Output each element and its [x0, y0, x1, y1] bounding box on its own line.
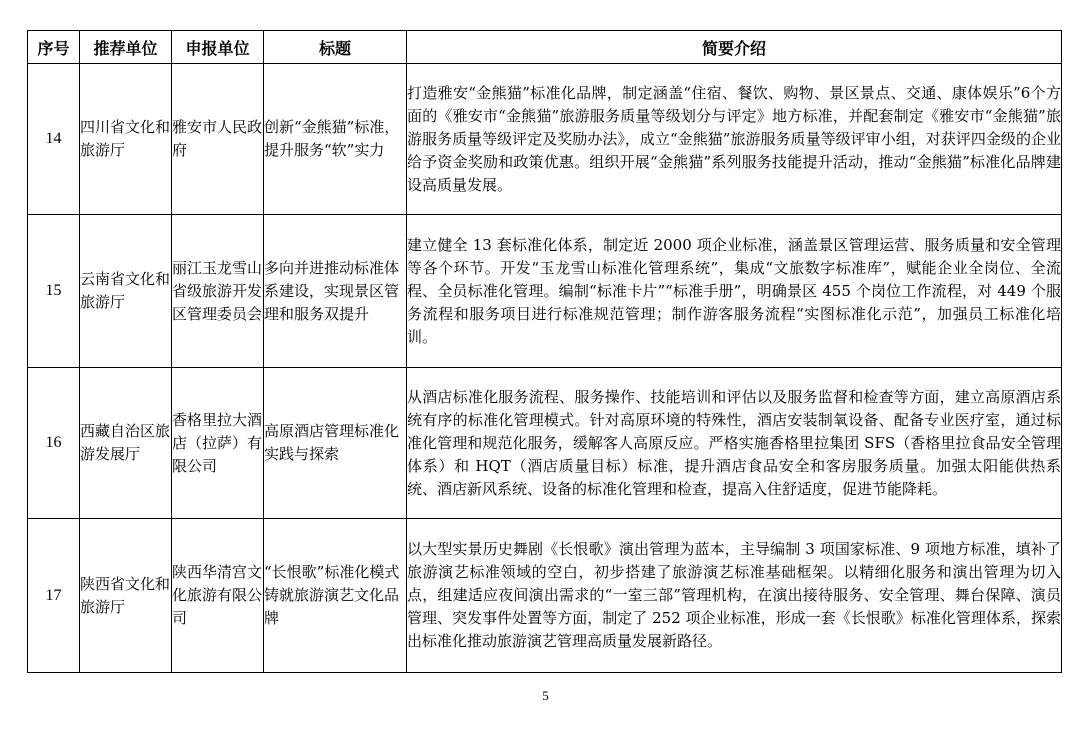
table-header-row [28, 31, 1062, 64]
row-title: 多向并进推动标准体系建设，实现景区管理和服务双提升 [264, 215, 407, 368]
row-recommender: 西藏自治区旅游发展厅 [80, 368, 172, 519]
row-no: 17 [28, 519, 80, 673]
table-row [28, 215, 1062, 368]
header-applicant: 申报单位 [172, 31, 264, 64]
row-no: 14 [28, 64, 80, 215]
row-recommender: 云南省文化和旅游厅 [80, 215, 172, 368]
table-row [28, 64, 1062, 215]
row-title: “长恨歌”标准化模式铸就旅游演艺文化品牌 [264, 519, 407, 673]
row-applicant: 陕西华清宫文化旅游有限公司 [172, 519, 264, 673]
row-title: 高原酒店管理标准化实践与探索 [264, 368, 407, 519]
header-recommender: 推荐单位 [80, 31, 172, 64]
row-intro: 以大型实景历史舞剧《长恨歌》演出管理为蓝本，主导编制 3 项国家标准、9 项地方标准，填补了旅游演艺标准领域的空白，初步搭建了旅游演艺标准基础框架。以精细化服务和演出管理为切入点，组建适应夜间演出需求的“一室三部”管理机构，在演出接待服务、安全管理、舞台保障、演员管理、突发事件处置等方面，制定了 252 项企业标准，形成一套《长恨歌》标准化管理体系，探索出标准化推动旅游演艺管理高质量发展新路径。 [407, 519, 1062, 673]
row-intro: 建立健全 13 套标准化体系，制定近 2000 项企业标准，涵盖景区管理运营、服务质量和安全管理等各个环节。开发“玉龙雪山标准化管理系统”，集成“文旅数字标准库”，赋能企业全岗位、全流程、全员标准化管理。编制“标准卡片”“标准手册”，明确景区 455 个岗位工作流程，对 449 个服务流程和服务项目进行标准规范管理；制作游客服务流程“实图标准化示范”，加强员工标准化培训。 [407, 215, 1062, 368]
row-applicant: 雅安市人民政府 [172, 64, 264, 215]
row-no: 15 [28, 215, 80, 368]
row-title: 创新“金熊猫”标准，提升服务“软”实力 [264, 64, 407, 215]
header-title: 标题 [264, 31, 407, 64]
page-number: 5 [542, 688, 549, 703]
row-intro: 从酒店标准化服务流程、服务操作、技能培训和评估以及服务监督和检查等方面，建立高原酒店系统有序的标准化管理模式。针对高原环境的特殊性，酒店安装制氧设备、配备专业医疗室，通过标准化管理和规范化服务，缓解客人高原反应。严格实施香格里拉集团 SFS（香格里拉食品安全管理体系）和 HQT（酒店质量目标）标准，提升酒店食品安全和客房服务质量。加强太阳能供热系统、酒店新风系统、设备的标准化管理和检查，提高入住舒适度，促进节能降耗。 [407, 368, 1062, 519]
table-row [28, 368, 1062, 519]
header-no: 序号 [28, 31, 80, 64]
row-applicant: 香格里拉大酒店（拉萨）有限公司 [172, 368, 264, 519]
header-intro: 简要介绍 [407, 31, 1062, 64]
row-recommender: 陕西省文化和旅游厅 [80, 519, 172, 673]
row-intro: 打造雅安“金熊猫”标准化品牌，制定涵盖“住宿、餐饮、购物、景区景点、交通、康体娱乐”6个方面的《雅安市“金熊猫”旅游服务质量等级划分与评定》地方标准，并配套制定《雅安市“金熊猫”旅游服务质量等级评定及奖励办法》，成立“金熊猫”旅游服务质量等级评审小组，对获评四金级的企业给予资金奖励和政策优惠。组织开展“金熊猫”系列服务技能提升活动，推动“金熊猫”标准化品牌建设高质量发展。 [407, 64, 1062, 215]
row-no: 16 [28, 368, 80, 519]
table-row [28, 519, 1062, 673]
row-applicant: 丽江玉龙雪山省级旅游开发区管理委员会 [172, 215, 264, 368]
row-recommender: 四川省文化和旅游厅 [80, 64, 172, 215]
recommendation-table [27, 30, 1062, 673]
